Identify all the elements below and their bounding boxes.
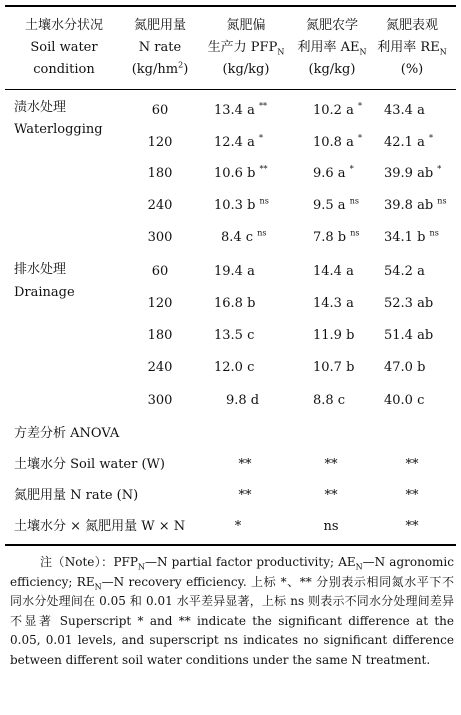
group-label-en: Drainage: [14, 285, 75, 300]
header-re: 氮肥表观 利用率 $RE_N$ (%): [377, 18, 447, 77]
header-n-rate: 氮肥用量 N rate $(kg/hm^2)$: [131, 18, 189, 77]
group-label-cn: 排水处理: [14, 262, 67, 277]
table-note: 注（Note）：$PFP_N—N$ partial factor productivity; $AE_N—N$ agronomic efficiency; $RE_N—N$ recovery efficiency. 上标 *、** 分别表示相同氮水平下不同水分处理间在 0.05 和 0.01 水平差异显著，上标 ns 则表示不同水分处理间差异不显著 Superscript * and ** indicate the significant difference at the 0.05, 0.01 levels, and superscript ns indicates no significant difference between different soil water conditions under the same N treatment.: [10, 555, 454, 667]
header-soil-water: 土壤水分状况 Soil water condition: [24, 18, 103, 77]
header-rule: [5, 89, 456, 90]
table-top-rule: [5, 5, 456, 7]
anova-title: 方差分析 ANOVA: [14, 426, 120, 441]
table-bottom-rule: [5, 544, 456, 546]
group-label-en: Waterlogging: [14, 122, 103, 137]
group-label-cn: 渍水处理: [14, 100, 67, 115]
header-ae: 氮肥农学 利用率 $AE_N$ (kg/kg): [297, 18, 367, 77]
header-pfp: 氮肥偏 生产力 $PFP_N$ (kg/kg): [207, 18, 285, 77]
